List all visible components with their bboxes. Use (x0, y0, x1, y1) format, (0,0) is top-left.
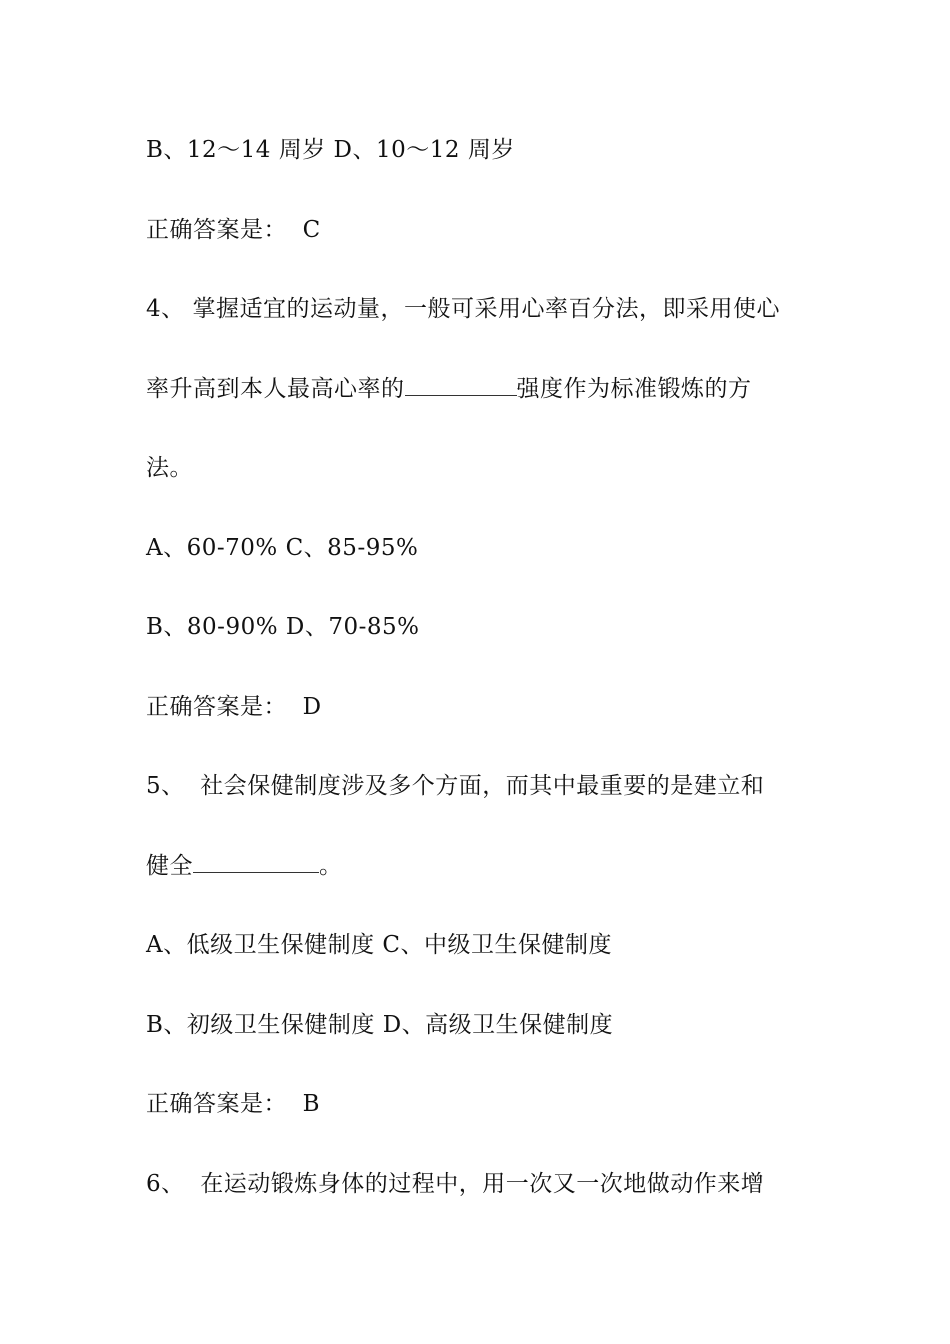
question-5-text-before-blank: 健全 (146, 853, 193, 879)
question-5-line-2 (146, 850, 343, 882)
question-4-text-before-blank: 率升高到本人最高心率的 (146, 376, 405, 402)
question-4-text-after-blank: 强度作为标准锻炼的方 (516, 376, 752, 402)
answer-line: 正确答案是： B (146, 1091, 321, 1117)
answer-line: 正确答案是： D (146, 694, 322, 720)
question-6-line-1: 6、 在运动锻炼身体的过程中，用一次又一次地做动作来增 (146, 1171, 765, 1197)
question-4-line-2 (146, 373, 752, 405)
option-line-b-d: B、80-90% D、70-85% (146, 614, 420, 640)
option-line-b-d: B、12～14 周岁 D、10～12 周岁 (146, 137, 515, 163)
question-5-line-1: 5、 社会保健制度涉及多个方面，而其中最重要的是建立和 (146, 773, 765, 799)
question-5-text-after-blank: 。 (319, 853, 343, 879)
fill-in-blank (193, 850, 319, 873)
answer-line: 正确答案是： C (146, 217, 321, 243)
option-line-a-c: A、低级卫生保健制度 C、中级卫生保健制度 (146, 932, 613, 958)
option-line-a-c: A、60-70% C、85-95% (146, 535, 419, 561)
fill-in-blank (405, 373, 517, 396)
option-line-b-d: B、初级卫生保健制度 D、高级卫生保健制度 (146, 1012, 614, 1038)
question-4-line-1: 4、 掌握适宜的运动量，一般可采用心率百分法，即采用使心 (146, 296, 780, 322)
question-4-line-3: 法。 (146, 455, 193, 481)
